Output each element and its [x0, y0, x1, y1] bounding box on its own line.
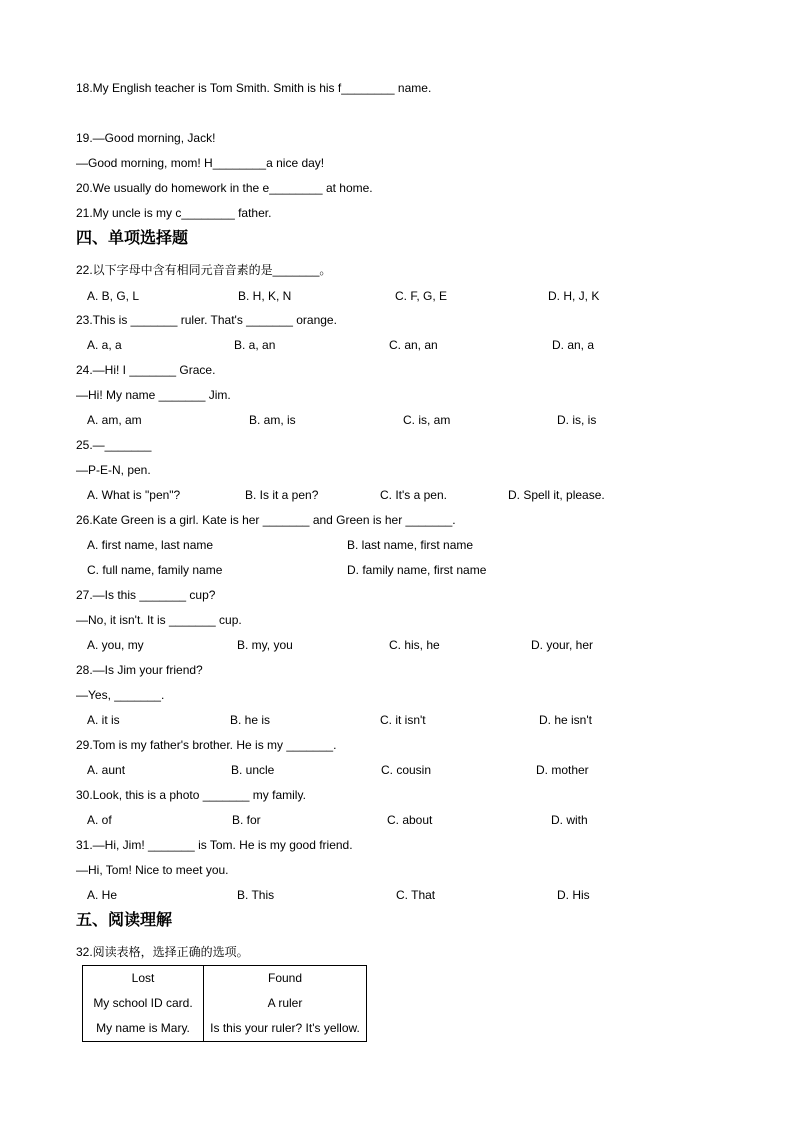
option-d: D. is, is: [557, 413, 597, 427]
table-cell: A ruler: [204, 991, 367, 1016]
option-c: C. his, he: [389, 638, 440, 652]
question-27-stem-2: —No, it isn't. It is _______ cup.: [76, 613, 242, 627]
option-d: D. he isn't: [539, 713, 592, 727]
section-4-title: 四、单项选择题: [76, 228, 189, 247]
header-lost: Lost: [83, 966, 204, 992]
option-c: C. an, an: [389, 338, 438, 352]
option-c: C. it isn't: [380, 713, 426, 727]
option-c: C. about: [387, 813, 433, 827]
question-18: 18.My English teacher is Tom Smith. Smith is his f________ name.: [76, 81, 432, 95]
question-24-stem: 24.—Hi! I _______ Grace.: [76, 363, 216, 377]
option-a: A. He: [87, 888, 118, 902]
option-a: A. it is: [87, 713, 120, 727]
table-row: [83, 991, 367, 1016]
header-found: Found: [204, 966, 367, 992]
question-19-line-1: 19.—Good morning, Jack!: [76, 131, 216, 145]
option-a: A. am, am: [87, 413, 142, 427]
option-a: A. you, my: [87, 638, 144, 652]
option-c: C. full name, family name: [87, 563, 223, 577]
question-26-stem: 26.Kate Green is a girl. Kate is her _______ and Green is her _______.: [76, 513, 456, 527]
table-cell: My school ID card.: [83, 991, 204, 1016]
question-25-stem-2: —P-E-N, pen.: [76, 463, 151, 477]
option-b: B. he is: [230, 713, 271, 727]
question-22-stem: 22.以下字母中含有相同元音音素的是_______。: [76, 263, 332, 277]
question-27-stem: 27.—Is this _______ cup?: [76, 588, 216, 602]
question-20: 20.We usually do homework in the e________ at home.: [76, 181, 373, 195]
question-24-stem-2: —Hi! My name _______ Jim.: [76, 388, 231, 402]
option-c: C. is, am: [403, 413, 451, 427]
table-row: [83, 1016, 367, 1042]
table-cell: Is this your ruler? It's yellow.: [204, 1016, 367, 1042]
option-b: B. my, you: [237, 638, 293, 652]
option-b: B. Is it a pen?: [245, 488, 319, 502]
option-b: B. last name, first name: [347, 538, 474, 552]
question-30-stem: 30.Look, this is a photo _______ my family.: [76, 788, 306, 802]
option-a: A. first name, last name: [87, 538, 214, 552]
option-b: B. This: [237, 888, 275, 902]
question-19-line-2: —Good morning, mom! H________a nice day!: [76, 156, 325, 170]
option-b: B. am, is: [249, 413, 296, 427]
option-d: D. H, J, K: [548, 289, 600, 303]
option-b: B. for: [232, 813, 261, 827]
option-a: A. What is "pen"?: [87, 488, 181, 502]
option-c: C. That: [396, 888, 436, 902]
section-5-title: 五、阅读理解: [76, 910, 173, 929]
option-c: C. cousin: [381, 763, 432, 777]
question-31-stem-2: —Hi, Tom! Nice to meet you.: [76, 863, 229, 877]
question-28-stem-2: —Yes, _______.: [76, 688, 165, 702]
option-a: A. a, a: [87, 338, 122, 352]
option-d: D. family name, first name: [347, 563, 487, 577]
option-a: A. aunt: [87, 763, 126, 777]
option-d: D. an, a: [552, 338, 595, 352]
option-b: B. uncle: [231, 763, 275, 777]
question-21: 21.My uncle is my c________ father.: [76, 206, 272, 220]
question-28-stem: 28.—Is Jim your friend?: [76, 663, 203, 677]
question-25-stem: 25.—_______: [76, 438, 152, 452]
question-31-stem: 31.—Hi, Jim! _______ is Tom. He is my good friend.: [76, 838, 353, 852]
option-a: A. of: [87, 813, 112, 827]
option-d: D. His: [557, 888, 590, 902]
table-cell: My name is Mary.: [83, 1016, 204, 1042]
table-header-row: [83, 966, 367, 992]
option-d: D. your, her: [531, 638, 594, 652]
option-d: D. Spell it, please.: [508, 488, 605, 502]
option-b: B. a, an: [234, 338, 276, 352]
lost-found-table: [82, 965, 367, 1042]
option-a: A. B, G, L: [87, 289, 140, 303]
option-b: B. H, K, N: [238, 289, 292, 303]
option-d: D. with: [551, 813, 588, 827]
question-23-stem: 23.This is _______ ruler. That's _______ orange.: [76, 313, 337, 327]
question-29-stem: 29.Tom is my father's brother. He is my _______.: [76, 738, 337, 752]
question-32-stem: 32.阅读表格，选择正确的选项。: [76, 945, 249, 959]
option-d: D. mother: [536, 763, 589, 777]
option-c: C. It's a pen.: [380, 488, 447, 502]
option-c: C. F, G, E: [395, 289, 448, 303]
